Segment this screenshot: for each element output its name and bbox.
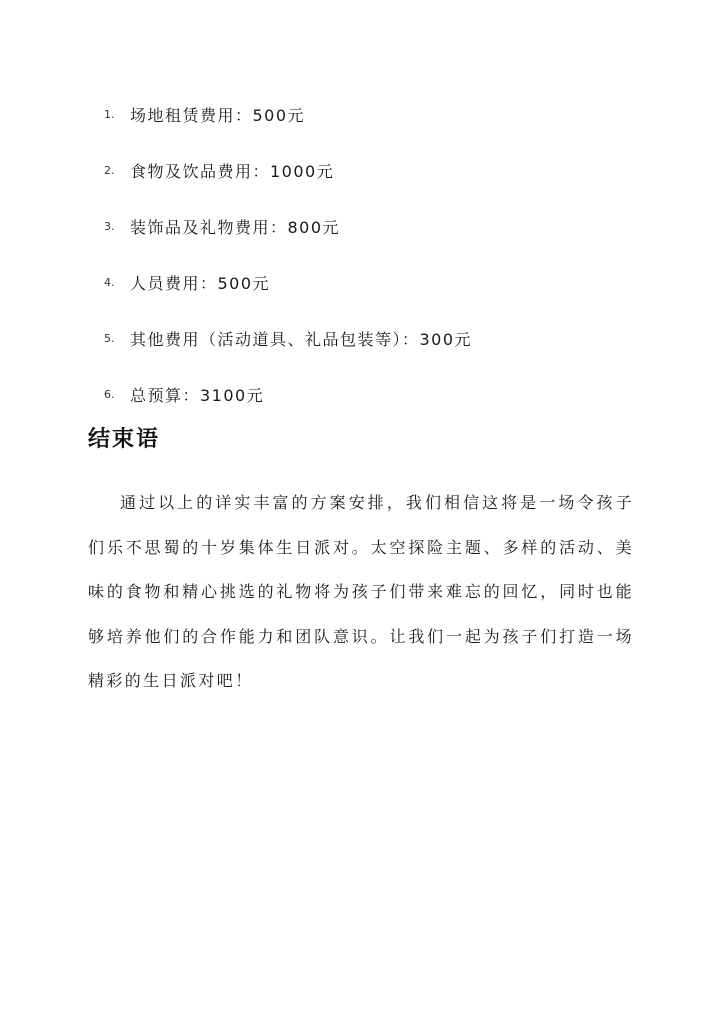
list-item-number: 1. xyxy=(104,107,115,121)
list-item-number: 2. xyxy=(104,163,115,177)
list-item xyxy=(104,86,472,142)
list-item-text: 总预算：3100元 xyxy=(130,385,265,405)
closing-heading: 结束语 xyxy=(88,426,161,452)
closing-paragraph: 通过以上的详实丰富的方案安排，我们相信这将是一场令孩子们乐不思蜀的十岁集体生日派对。太空探险主题、多样的活动、美味的食物和精心挑选的礼物将为孩子们带来难忘的回忆，同时也能够培养他们的合作能力和团队意识。让我们一起为孩子们打造一场精彩的生日派对吧！ xyxy=(88,493,634,690)
list-item xyxy=(104,310,472,366)
list-item-number: 4. xyxy=(104,275,115,289)
list-item xyxy=(104,366,472,422)
list-item-text: 装饰品及礼物费用：800元 xyxy=(130,217,341,237)
list-item xyxy=(104,254,472,310)
list-item-text: 人员费用：500元 xyxy=(130,273,271,293)
list-item xyxy=(104,198,472,254)
list-item-text: 食物及饮品费用：1000元 xyxy=(130,161,335,181)
list-item-text: 场地租赁费用：500元 xyxy=(130,105,306,125)
list-item-text: 其他费用（活动道具、礼品包装等）：300元 xyxy=(130,329,473,349)
budget-list xyxy=(104,86,472,422)
list-item-number: 6. xyxy=(104,387,115,401)
list-item xyxy=(104,142,472,198)
list-item-number: 5. xyxy=(104,331,115,345)
list-item-number: 3. xyxy=(104,219,115,233)
